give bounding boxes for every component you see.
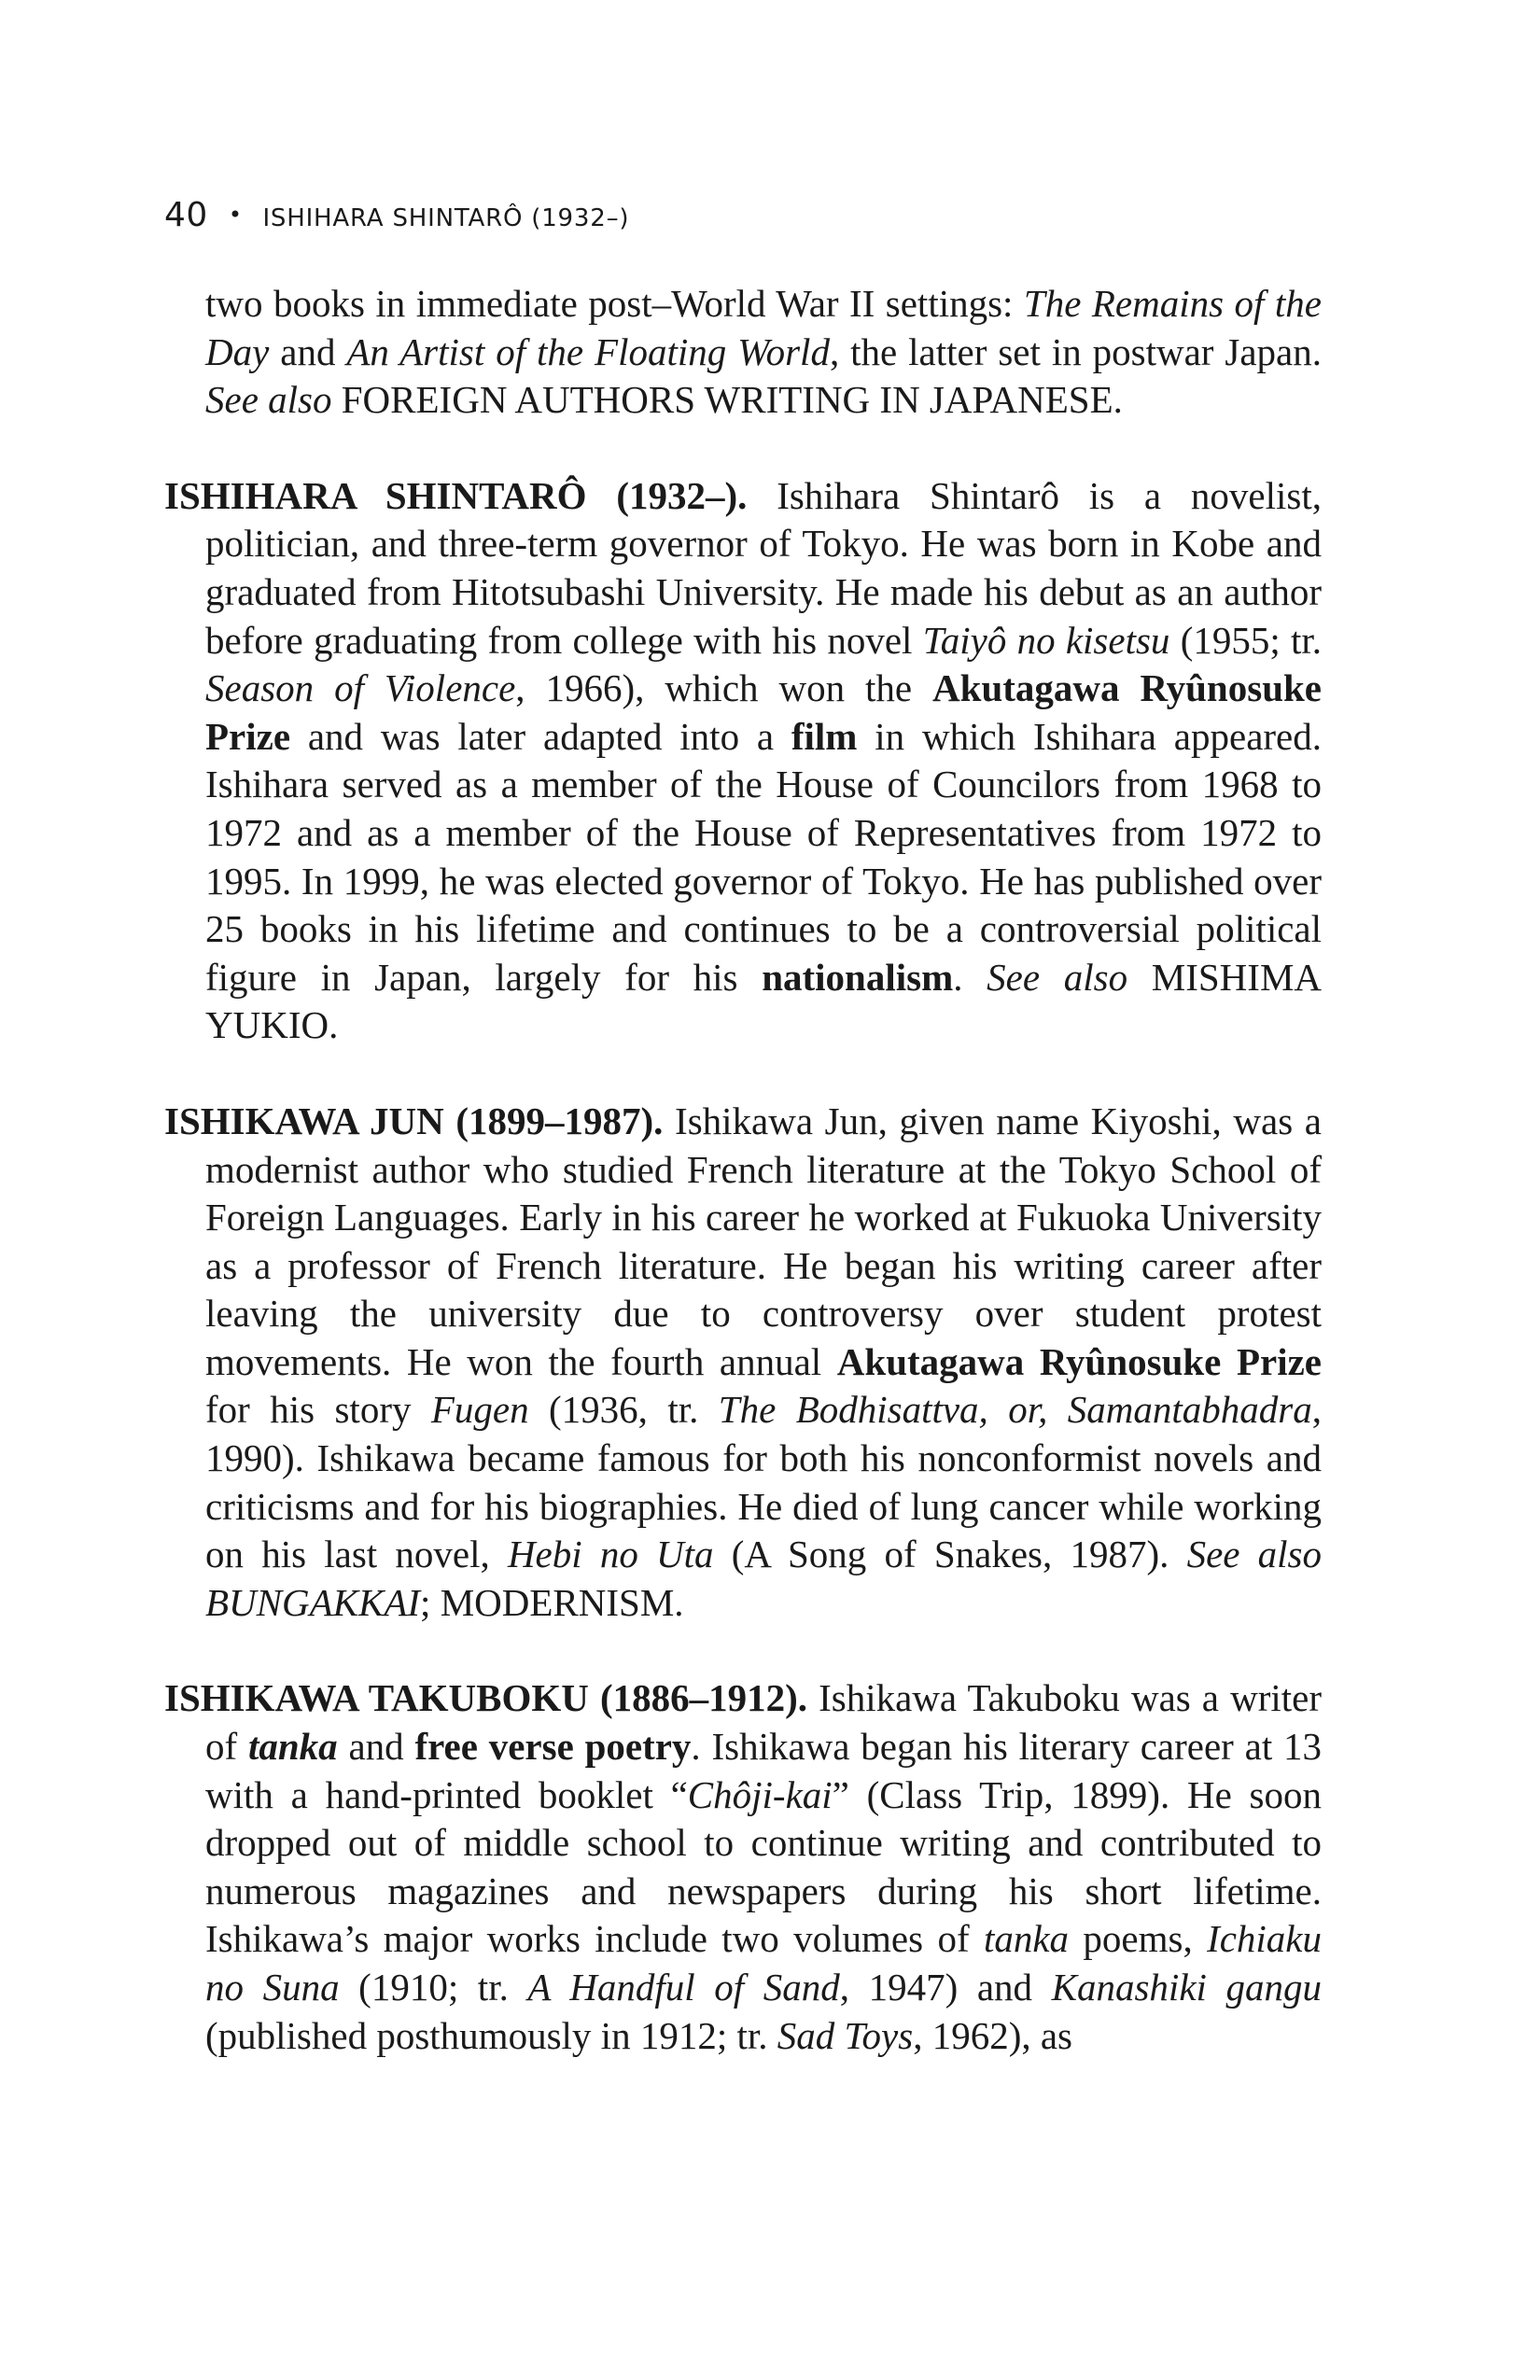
- italic-text: A Handful of Sand: [527, 1966, 840, 2009]
- entry-ishihara-shintaro: [164, 472, 1322, 1050]
- italic-text: Season of Violence: [205, 666, 516, 710]
- text-run: , 1990). Ishikawa became famous for both his nonconformist novels and criticisms and for his biographies. He died of lung cancer while working on his last novel,: [205, 1388, 1322, 1576]
- entry-ishikawa-takuboku: [164, 1674, 1322, 2060]
- italic-text: Kanashiki gangu: [1051, 1966, 1322, 2009]
- running-head-title: ISHIHARA SHINTARÔ (1932–): [262, 204, 630, 232]
- italic-text: Taiyô no kisetsu: [922, 618, 1170, 662]
- page-number: 40: [164, 196, 208, 234]
- italic-text: Fugen: [430, 1388, 529, 1432]
- entry-headword: ISHIKAWA TAKUBOKU (1886–1912).: [164, 1676, 808, 1720]
- text-run: Ishihara Shintarô is a novelist, politician, and three-term governor of Tokyo. He was born in Kobe and graduated from Hitotsubashi University. He made his debut as an author before graduating from college with his novel: [205, 473, 1322, 662]
- italic-text: The Bodhisattva, or, Samantabhadra: [718, 1388, 1312, 1432]
- running-header: [164, 196, 629, 234]
- entry-ishikawa-jun: [164, 1098, 1322, 1628]
- text-run: and: [269, 329, 347, 373]
- bold-term: free verse poetry: [414, 1725, 692, 1769]
- text-run: and: [337, 1725, 415, 1769]
- text-run: , the latter set in postwar Japan.: [829, 329, 1322, 373]
- italic-text: Sad Toys: [777, 2013, 914, 2057]
- text-run: (1936, tr.: [528, 1388, 719, 1432]
- entry-headword: ISHIKAWA JUN (1899–1987).: [164, 1099, 664, 1142]
- text-run: ” (Class Trip, 1899). He soon dropped out of middle school to continue writing and contributed to numerous magazines and newspapers during his short lifetime. Ishikawa’s major works include two volumes of: [205, 1772, 1322, 1961]
- text-run: poems,: [1069, 1917, 1208, 1961]
- bold-italic-term: tanka: [247, 1725, 338, 1769]
- entry-continuation: [164, 280, 1322, 425]
- text-run: (published posthumously in 1912; tr.: [205, 2013, 777, 2057]
- text-run: . Ishikawa began his literary career at 13 with a hand-printed booklet “: [205, 1725, 1323, 1816]
- body-text: [164, 280, 1322, 2107]
- text-run: two books in immediate post–World War II settings:: [205, 282, 1024, 325]
- italic-text: See also: [205, 378, 332, 422]
- italic-text: An Artist of the Floating World: [346, 329, 830, 373]
- text-run: .: [953, 955, 987, 999]
- text-run: ; MODERNISM.: [420, 1580, 684, 1624]
- text-run: (1910; tr.: [339, 1966, 528, 2009]
- text-run: Ishikawa Takuboku was a writer of: [205, 1676, 1322, 1769]
- italic-text: Ichiaku no Suna: [205, 1917, 1323, 2009]
- italic-text: The Remains of the Day: [205, 282, 1322, 373]
- text-run: (A Song of Snakes, 1987).: [713, 1533, 1187, 1576]
- italic-text: See also: [987, 955, 1128, 999]
- bold-term: film: [791, 714, 858, 758]
- text-run: , 1947) and: [839, 1966, 1052, 2009]
- italic-text: Chôji-kai: [687, 1772, 833, 1816]
- italic-text: Hebi no Uta: [507, 1533, 714, 1576]
- text-run: in which Ishihara appeared. Ishihara served as a member of the House of Councilors from 1968 to 1972 and as a member of the House of Representatives from 1972 to 1995. In 1999, he was elected governor of Tokyo. He has published over 25 books in his lifetime and continues to be a controversial political figure in Japan, largely for his: [205, 714, 1322, 999]
- text-run: and was later adapted into a: [290, 714, 791, 758]
- bold-term: nationalism: [762, 955, 954, 999]
- text-run: , 1966), which won the: [515, 666, 933, 710]
- bold-term: Akutagawa Ryûnosuke Prize: [205, 666, 1322, 758]
- bold-term: Akutagawa Ryûnosuke Prize: [836, 1339, 1322, 1383]
- text-run: FOREIGN AUTHORS WRITING IN JAPANESE.: [331, 378, 1123, 422]
- text-run: MISHIMA YUKIO.: [205, 955, 1323, 1047]
- text-run: for his story: [205, 1388, 431, 1432]
- text-run: Ishikawa Jun, given name Kiyoshi, was a modernist author who studied French literature at the Tokyo School of Foreign Languages. Early in his career he worked at Fukuoka University as a professor of French literature. He began his writing career after leaving the university due to controversy over student protest movements. He won the fourth annual: [205, 1099, 1322, 1383]
- bullet-separator: •: [228, 202, 243, 228]
- text-run: , 1962), as: [913, 2013, 1073, 2057]
- italic-text: tanka: [983, 1917, 1070, 1961]
- italic-text: See also BUNGAKKAI: [205, 1533, 1323, 1624]
- entry-headword: ISHIHARA SHINTARÔ (1932–).: [164, 473, 748, 517]
- text-run: (1955; tr.: [1169, 618, 1323, 662]
